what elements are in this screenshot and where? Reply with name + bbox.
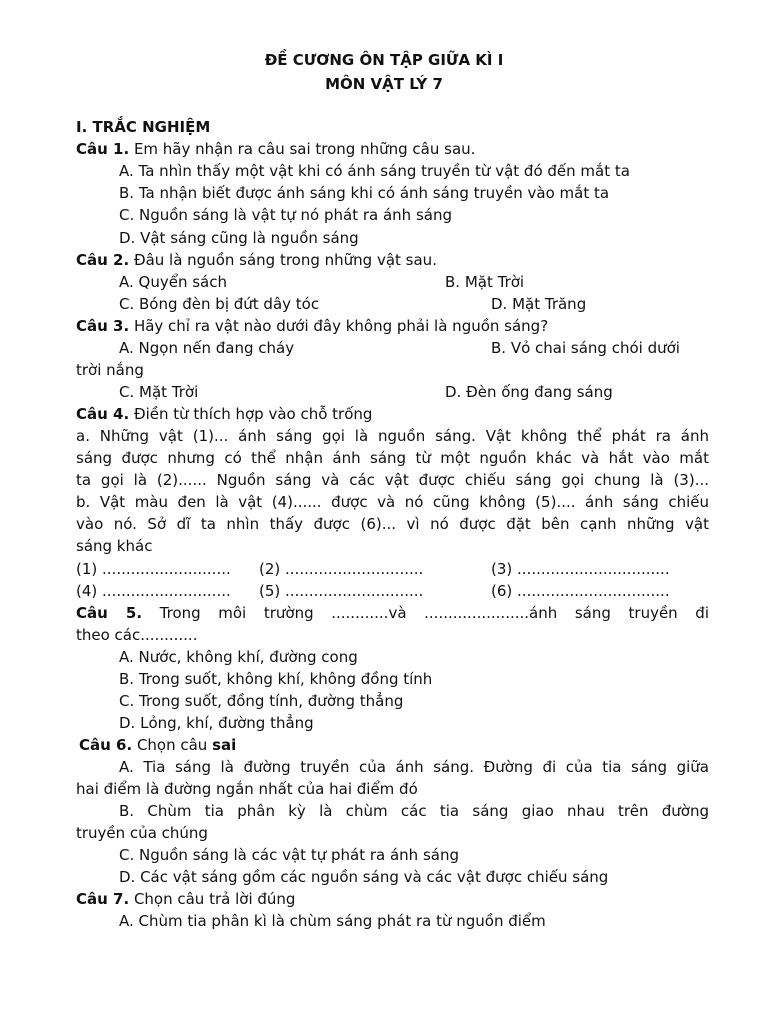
question-3-label: Câu 3. — [76, 317, 130, 335]
q4-paragraph-line2: sáng được nhưng có thể nhận ánh sáng từ một nguồn khác và hắt vào mắt — [76, 449, 709, 467]
q4-paragraph-line6: sáng khác — [76, 537, 153, 555]
question-3-text: Hãy chỉ ra vật nào dưới đây không phải là nguồn sáng? — [129, 317, 549, 335]
q6-option-d: D. Các vật sáng gồm các nguồn sáng và các vật được chiếu sáng — [119, 868, 609, 886]
q4-blank-2: (2) ............................. — [259, 560, 424, 578]
doc-title-line1: ĐỀ CƯƠNG ÔN TẬP GIỮA KÌ I — [264, 51, 504, 69]
q3-option-d: D. Đèn ống đang sáng — [445, 383, 613, 401]
question-5-label: Câu 5. — [76, 604, 143, 622]
q2-option-d: D. Mặt Trăng — [491, 295, 587, 313]
q4-blank-5: (5) ............................. — [259, 582, 424, 600]
q3-option-b: B. Vỏ chai sáng chói dưới — [491, 339, 680, 357]
doc-title-line2: MÔN VẬT LÝ 7 — [325, 75, 443, 93]
q3-option-b-continued: trời nắng — [76, 361, 144, 379]
q4-paragraph-line3: ta gọi là (2)...... Nguồn sáng và các vật được chiếu sáng gọi chung là (3)... — [76, 471, 709, 489]
q6-option-b: B. Chùm tia phân kỳ là chùm các tia sáng giao nhau trên đường — [119, 802, 709, 820]
q4-blank-1: (1) ........................... — [76, 560, 231, 578]
question-7-label: Câu 7. — [76, 890, 130, 908]
question-4-text: Điền từ thích hợp vào chỗ trống — [129, 405, 373, 423]
q4-blank-3: (3) ................................ — [491, 560, 670, 578]
question-5-text: Trong môi trường ............và ......................ánh sáng truyền đi — [142, 604, 709, 622]
q6-option-a: A. Tia sáng là đường truyền của ánh sáng. Đường đi của tia sáng giữa — [119, 758, 709, 776]
question-7 — [76, 889, 295, 909]
question-5-text-continued: theo các............ — [76, 626, 198, 644]
q2-option-a: A. Quyển sách — [119, 273, 227, 291]
q3-option-c: C. Mặt Trời — [119, 383, 199, 401]
q1-option-c: C. Nguồn sáng là vật tự nó phát ra ánh sáng — [119, 206, 452, 224]
section-heading: I. TRẮC NGHIỆM — [76, 118, 211, 136]
q5-option-b: B. Trong suốt, không khí, không đồng tính — [119, 670, 433, 688]
q4-paragraph-line1: a. Những vật (1)... ánh sáng gọi là nguồn sáng. Vật không thể phát ra ánh — [76, 427, 709, 445]
question-6-emphasis: sai — [212, 736, 237, 754]
q5-option-c: C. Trong suốt, đồng tính, đường thẳng — [119, 692, 404, 710]
q4-paragraph-line4: b. Vật màu đen là vật (4)...... được và nó cũng không (5).... ánh sáng chiếu — [76, 493, 709, 511]
question-6-text: Chọn câu — [132, 736, 213, 754]
q4-blank-6: (6) ................................ — [491, 582, 670, 600]
question-5 — [76, 603, 709, 623]
question-1-label: Câu 1. — [76, 140, 130, 158]
q6-option-b-continued: truyền của chúng — [76, 824, 208, 842]
q7-option-a: A. Chùm tia phân kì là chùm sáng phát ra từ nguồn điểm — [119, 912, 546, 930]
question-7-text: Chọn câu trả lời đúng — [129, 890, 296, 908]
q5-option-a: A. Nước, không khí, đường cong — [119, 648, 358, 666]
q1-option-a: A. Ta nhìn thấy một vật khi có ánh sáng truyền từ vật đó đến mắt ta — [119, 162, 630, 180]
question-6 — [79, 735, 236, 755]
q2-option-c: C. Bóng đèn bị đứt dây tóc — [119, 295, 320, 313]
question-3 — [76, 316, 548, 336]
question-2-label: Câu 2. — [76, 251, 130, 269]
q1-option-d: D. Vật sáng cũng là nguồn sáng — [119, 229, 359, 247]
q3-option-a: A. Ngọn nến đang cháy — [119, 339, 295, 357]
q6-option-a-continued: hai điểm là đường ngắn nhất của hai điểm đó — [76, 780, 418, 798]
q4-paragraph-line5: vào nó. Sở dĩ ta nhìn thấy được (6)... vì nó được đặt bên cạnh những vật — [76, 515, 709, 533]
q6-option-c: C. Nguồn sáng là các vật tự phát ra ánh sáng — [119, 846, 459, 864]
question-4-label: Câu 4. — [76, 405, 130, 423]
q4-blank-4: (4) ........................... — [76, 582, 231, 600]
question-1 — [76, 139, 475, 159]
question-1-text: Em hãy nhận ra câu sai trong những câu sau. — [129, 140, 476, 158]
q1-option-b: B. Ta nhận biết được ánh sáng khi có ánh sáng truyền vào mắt ta — [119, 184, 610, 202]
question-2-text: Đâu là nguồn sáng trong những vật sau. — [129, 251, 437, 269]
question-6-label: Câu 6. — [79, 736, 133, 754]
q5-option-d: D. Lỏng, khí, đường thẳng — [119, 714, 314, 732]
question-4 — [76, 404, 372, 424]
question-2 — [76, 250, 437, 270]
q2-option-b: B. Mặt Trời — [445, 273, 525, 291]
